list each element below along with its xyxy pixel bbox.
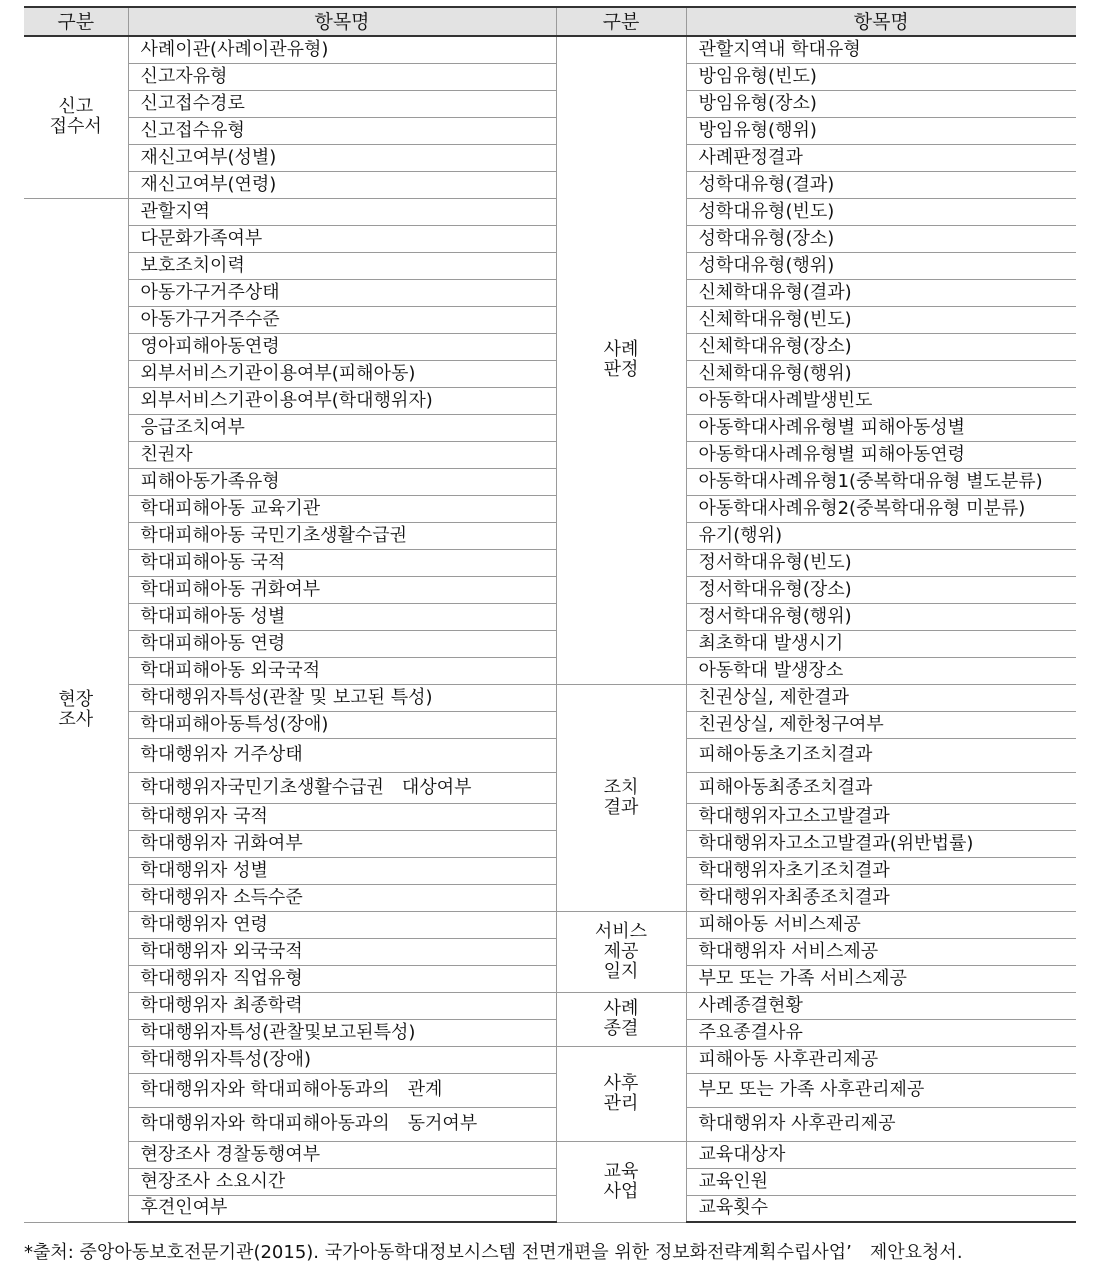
left-item: 현장조사 소요시간 [128, 1168, 556, 1195]
header-category: 구분 [24, 7, 128, 36]
table-row [24, 414, 1076, 441]
category-aftercare: 사후 관리 [556, 1046, 686, 1141]
right-item: 학대행위자초기조치결과 [686, 857, 1076, 884]
left-item: 현장조사 경찰동행여부 [128, 1141, 556, 1168]
right-item: 성학대유형(행위) [686, 252, 1076, 279]
right-item: 아동학대 발생장소 [686, 657, 1076, 684]
right-item: 친권상실, 제한결과 [686, 684, 1076, 711]
right-item: 방임유형(행위) [686, 117, 1076, 144]
left-item: 학대행위자특성(장애) [128, 1046, 556, 1073]
right-item: 신체학대유형(빈도) [686, 306, 1076, 333]
right-item: 아동학대사례유형2(중복학대유형 미분류) [686, 495, 1076, 522]
left-item: 재신고여부(연령) [128, 171, 556, 198]
left-item: 아동가구거주수준 [128, 306, 556, 333]
left-item: 학대행위자 직업유형 [128, 965, 556, 992]
right-item: 교육대상자 [686, 1141, 1076, 1168]
table-row [24, 90, 1076, 117]
category-case-closing: 사례 종결 [556, 992, 686, 1046]
table-row [24, 333, 1076, 360]
right-item: 정서학대유형(장소) [686, 576, 1076, 603]
left-item: 학대피해아동특성(장애) [128, 711, 556, 738]
table-row [24, 198, 1076, 225]
table-row [24, 884, 1076, 911]
left-item: 학대행위자 성별 [128, 857, 556, 884]
category-education: 교육 사업 [556, 1141, 686, 1222]
table-row [24, 965, 1076, 992]
right-item: 피해아동 서비스제공 [686, 911, 1076, 938]
table-row [24, 630, 1076, 657]
right-item: 학대행위자 사후관리제공 [686, 1107, 1076, 1141]
table-row [24, 576, 1076, 603]
header-item: 항목명 [128, 7, 556, 36]
table-row [24, 1073, 1076, 1107]
category-case-judgment: 사례 판정 [556, 36, 686, 684]
left-item: 학대행위자와 학대피해아동과의 관계 [128, 1073, 556, 1107]
table-row [24, 1141, 1076, 1168]
right-item: 부모 또는 가족 사후관리제공 [686, 1073, 1076, 1107]
table-row [24, 387, 1076, 414]
left-item: 학대피해아동 귀화여부 [128, 576, 556, 603]
right-item: 성학대유형(결과) [686, 171, 1076, 198]
right-item: 신체학대유형(행위) [686, 360, 1076, 387]
right-item: 신체학대유형(결과) [686, 279, 1076, 306]
left-item: 학대행위자특성(관찰및보고된특성) [128, 1019, 556, 1046]
right-item: 신체학대유형(장소) [686, 333, 1076, 360]
right-item: 성학대유형(빈도) [686, 198, 1076, 225]
left-item: 학대행위자특성(관찰 및 보고된 특성) [128, 684, 556, 711]
right-item: 아동학대사례유형별 피해아동성별 [686, 414, 1076, 441]
right-item: 주요종결사유 [686, 1019, 1076, 1046]
left-item: 피해아동가족유형 [128, 468, 556, 495]
right-item: 아동학대사례발생빈도 [686, 387, 1076, 414]
right-item: 관할지역내 학대유형 [686, 36, 1076, 63]
table-row [24, 711, 1076, 738]
table-row [24, 360, 1076, 387]
right-item: 피해아동 사후관리제공 [686, 1046, 1076, 1073]
left-item: 보호조치이력 [128, 252, 556, 279]
left-item: 신고접수유형 [128, 117, 556, 144]
left-item: 학대행위자 국적 [128, 803, 556, 830]
table-row [24, 1107, 1076, 1141]
table-row [24, 441, 1076, 468]
left-item: 관할지역 [128, 198, 556, 225]
right-item: 학대행위자고소고발결과 [686, 803, 1076, 830]
table-row [24, 857, 1076, 884]
data-items-table [24, 6, 1076, 1223]
left-item: 학대피해아동 교육기관 [128, 495, 556, 522]
left-item: 영아피해아동연령 [128, 333, 556, 360]
left-item: 신고접수경로 [128, 90, 556, 117]
right-item: 정서학대유형(빈도) [686, 549, 1076, 576]
left-item: 학대행위자 귀화여부 [128, 830, 556, 857]
table-row [24, 63, 1076, 90]
left-item: 학대행위자와 학대피해아동과의 동거여부 [128, 1107, 556, 1141]
left-item: 친권자 [128, 441, 556, 468]
category-action-result: 조치 결과 [556, 684, 686, 911]
table-row [24, 144, 1076, 171]
left-item: 응급조치여부 [128, 414, 556, 441]
left-item: 학대행위자 소득수준 [128, 884, 556, 911]
right-item: 최초학대 발생시기 [686, 630, 1076, 657]
right-item: 친권상실, 제한청구여부 [686, 711, 1076, 738]
table-row [24, 468, 1076, 495]
table-row [24, 1195, 1076, 1222]
header-row [24, 7, 1076, 36]
category-service-log: 서비스 제공 일지 [556, 911, 686, 992]
table-row [24, 803, 1076, 830]
table-row [24, 738, 1076, 772]
right-item: 사례종결현황 [686, 992, 1076, 1019]
left-item: 후견인여부 [128, 1195, 556, 1222]
table-row [24, 252, 1076, 279]
source-note: *출처: 중앙아동보호전문기관(2015). 국가아동학대정보시스템 전면개편을 위한 정보화전략계획수립사업’ 제안요청서. [24, 1242, 963, 1263]
right-item: 학대행위자고소고발결과(위반법률) [686, 830, 1076, 857]
left-item: 학대행위자국민기초생활수급권 대상여부 [128, 772, 556, 803]
table-row [24, 1019, 1076, 1046]
right-item: 아동학대사례유형1(중복학대유형 별도분류) [686, 468, 1076, 495]
table-row [24, 171, 1076, 198]
left-item: 학대피해아동 성별 [128, 603, 556, 630]
table-row [24, 603, 1076, 630]
right-item: 방임유형(빈도) [686, 63, 1076, 90]
left-item: 학대행위자 외국국적 [128, 938, 556, 965]
table-row [24, 911, 1076, 938]
right-item: 방임유형(장소) [686, 90, 1076, 117]
table-row [24, 938, 1076, 965]
left-item: 학대행위자 최종학력 [128, 992, 556, 1019]
right-item: 피해아동초기조치결과 [686, 738, 1076, 772]
table-row [24, 522, 1076, 549]
left-item: 재신고여부(성별) [128, 144, 556, 171]
left-item: 외부서비스기관이용여부(피해아동) [128, 360, 556, 387]
category-report-intake: 신고 접수서 [24, 36, 128, 198]
right-item: 학대행위자 서비스제공 [686, 938, 1076, 965]
table-row [24, 772, 1076, 803]
left-item: 학대행위자 거주상태 [128, 738, 556, 772]
table-row [24, 549, 1076, 576]
left-item: 학대피해아동 국적 [128, 549, 556, 576]
table-row [24, 36, 1076, 63]
right-item: 부모 또는 가족 서비스제공 [686, 965, 1076, 992]
category-field-investigation: 현장 조사 [24, 198, 128, 1222]
left-item: 다문화가족여부 [128, 225, 556, 252]
left-item: 신고자유형 [128, 63, 556, 90]
left-item: 학대피해아동 외국국적 [128, 657, 556, 684]
left-item: 학대피해아동 국민기초생활수급권 [128, 522, 556, 549]
left-item: 사례이관(사례이관유형) [128, 36, 556, 63]
right-item: 피해아동최종조치결과 [686, 772, 1076, 803]
right-item: 성학대유형(장소) [686, 225, 1076, 252]
table-row [24, 225, 1076, 252]
table-row [24, 495, 1076, 522]
right-item: 학대행위자최종조치결과 [686, 884, 1076, 911]
table-row [24, 684, 1076, 711]
left-item: 아동가구거주상태 [128, 279, 556, 306]
table-row [24, 830, 1076, 857]
left-item: 학대행위자 연령 [128, 911, 556, 938]
header-item-2: 항목명 [686, 7, 1076, 36]
table-row [24, 279, 1076, 306]
right-item: 교육횟수 [686, 1195, 1076, 1222]
table-row [24, 1168, 1076, 1195]
right-item: 유기(행위) [686, 522, 1076, 549]
table-row [24, 117, 1076, 144]
table-row [24, 992, 1076, 1019]
left-item: 외부서비스기관이용여부(학대행위자) [128, 387, 556, 414]
right-item: 정서학대유형(행위) [686, 603, 1076, 630]
table-row [24, 1046, 1076, 1073]
table-row [24, 657, 1076, 684]
right-item: 사례판정결과 [686, 144, 1076, 171]
table-row [24, 306, 1076, 333]
left-item: 학대피해아동 연령 [128, 630, 556, 657]
right-item: 교육인원 [686, 1168, 1076, 1195]
right-item: 아동학대사례유형별 피해아동연령 [686, 441, 1076, 468]
header-category-2: 구분 [556, 7, 686, 36]
